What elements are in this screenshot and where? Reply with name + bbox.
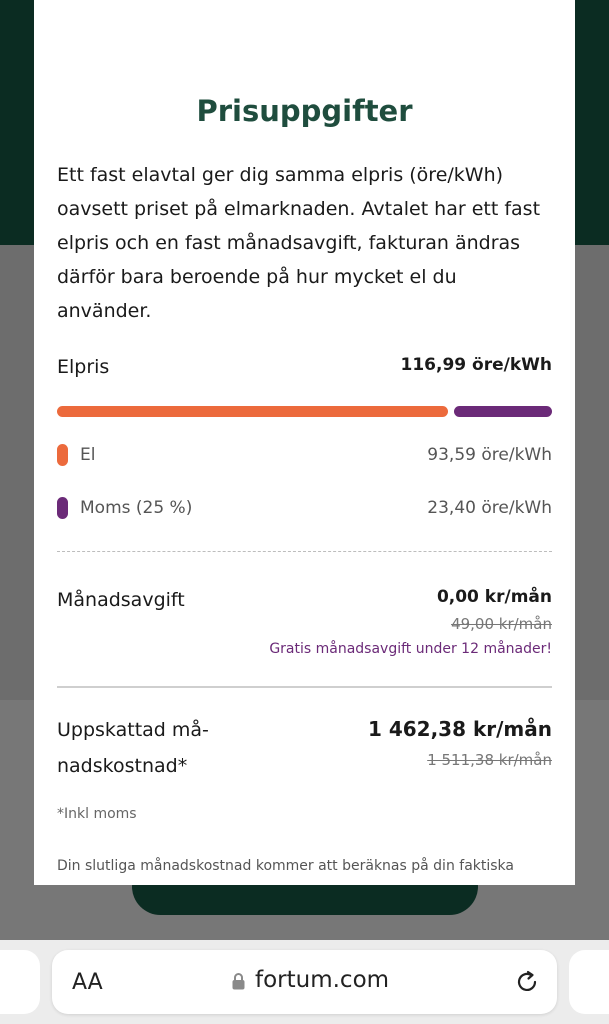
elpris-value: 116,99 öre/kWh [400,355,552,375]
moms-legend-dot [57,497,68,519]
moms-legend-value: 23,40 öre/kWh [427,498,552,518]
price-breakdown-bar [57,406,552,417]
estimated-cost-value: 1 462,38 kr/mån [367,717,552,741]
monthly-fee-original-value: 49,00 kr/mån [451,615,552,633]
moms-legend-label: Moms (25 %) [80,498,193,518]
el-legend-label: El [80,445,96,465]
next-tab-card[interactable] [569,950,609,1014]
solid-divider [57,686,552,688]
estimated-cost-label: Uppskattad må- nadskostnad* [57,719,209,777]
address-bar[interactable] [52,950,557,1014]
monthly-fee-label: Månadsavgift [57,589,185,611]
previous-tab-card[interactable] [0,950,40,1014]
el-legend-dot [57,444,68,466]
el-legend-value: 93,59 öre/kWh [427,445,552,465]
estimated-cost-original-value: 1 511,38 kr/mån [427,751,552,769]
url-text[interactable]: fortum.com [255,967,390,993]
price-details-modal [34,0,575,885]
vat-footnote: *Inkl moms [57,806,137,822]
text-size-button[interactable]: AA [72,970,103,995]
modal-title: Prisuppgifter [196,94,413,128]
monthly-fee-promo: Gratis månadsavgift under 12 månader! [269,641,552,657]
final-cost-note: Din slutliga månadskostnad kommer att beräknas på din faktiska [57,858,514,874]
elpris-label: Elpris [57,356,110,378]
dashed-divider [57,551,552,552]
modal-intro-text: Ett fast elavtal ger dig samma elpris (öre/kWh) oavsett priset på elmarknaden. Avtalet har ett fast elpris och en fast månadsavgift, fakturan ändras därför bara beroende på hur mycket el du använder. [57,164,541,322]
reload-icon[interactable] [514,969,540,995]
price-bar-moms-segment [454,406,552,417]
price-bar-el-segment [57,406,448,417]
monthly-fee-value: 0,00 kr/mån [436,587,552,607]
lock-icon [232,973,245,990]
